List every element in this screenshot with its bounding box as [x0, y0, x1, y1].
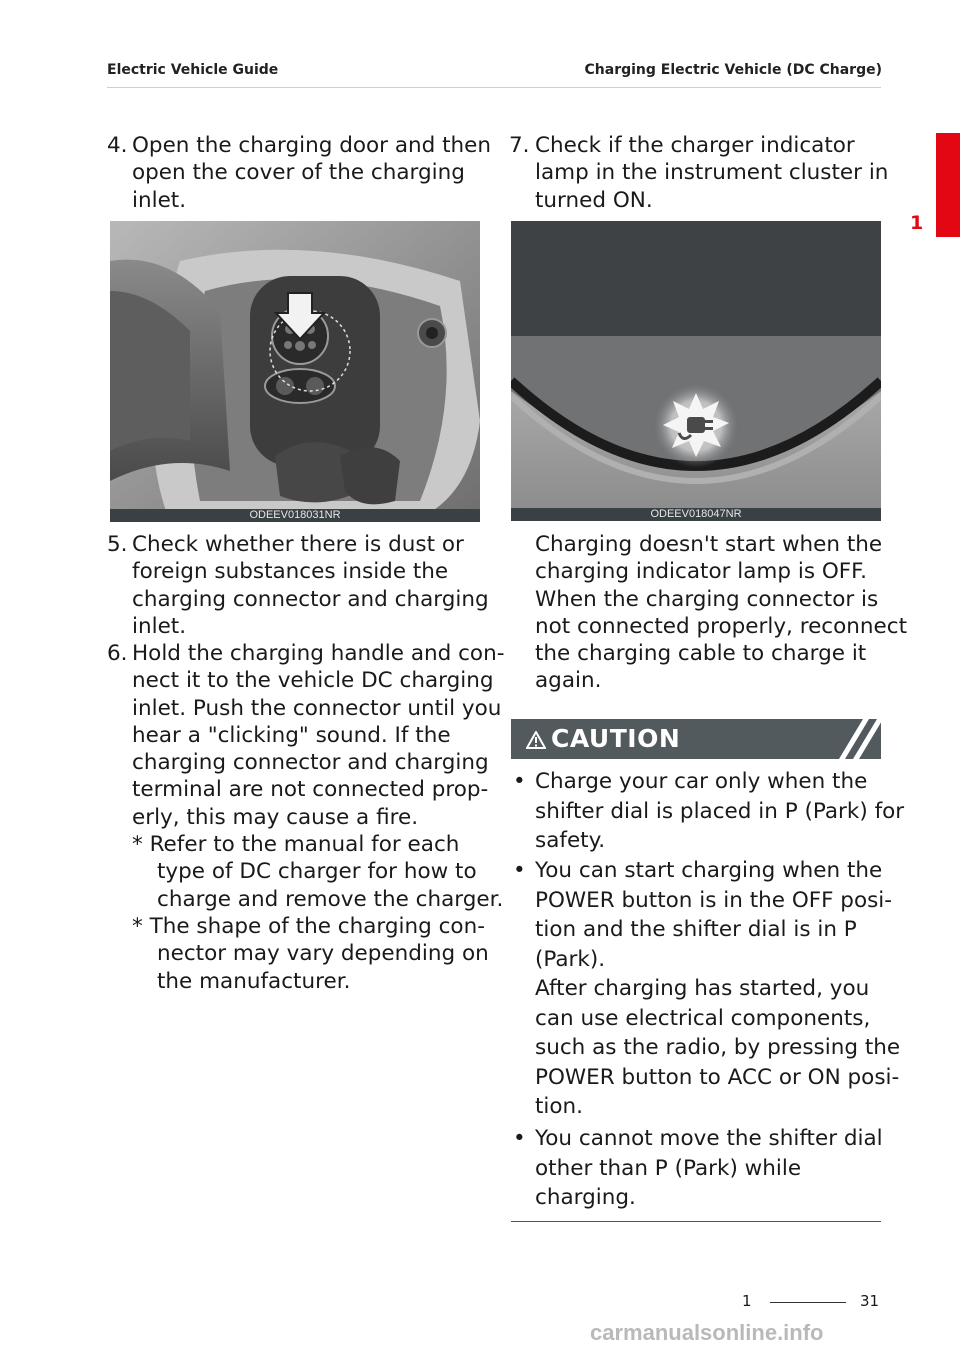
- note-line: the charging cable to charge it: [535, 641, 867, 667]
- caution-line: other than P (Park) while: [535, 1155, 802, 1181]
- step-5-line: foreign substances inside the: [132, 559, 449, 585]
- footer-chapter-number: 1: [742, 1292, 752, 1310]
- header-divider: [107, 87, 881, 88]
- site-watermark: carmanualsonline.info: [590, 1320, 824, 1345]
- note-line: charging indicator lamp is OFF.: [535, 559, 867, 585]
- caution-line: shifter dial is placed in P (Park) for: [535, 798, 905, 824]
- charging-inlet-photo: [110, 221, 480, 522]
- photo-code-caption: ODEEV018047NR: [511, 508, 881, 521]
- step-6-number: 6.: [107, 641, 128, 666]
- step-5-text: [132, 531, 489, 640]
- running-header-left: Electric Vehicle Guide: [107, 62, 279, 78]
- charging-inlet-illustration: [110, 221, 480, 522]
- step-6-line: inlet. Push the connector until you: [132, 695, 502, 721]
- step-7-number: 7.: [509, 133, 530, 158]
- step-6-line: hear a "clicking" sound. If the: [132, 722, 451, 748]
- caution-stripes-decoration: [831, 719, 881, 759]
- step-4-line: open the cover of the charging: [132, 160, 465, 186]
- note-line: type of DC charger for how to: [157, 859, 477, 885]
- step-7-note: [535, 531, 907, 695]
- step-7-text: [535, 132, 888, 214]
- step-6-line: charging connector and charging: [132, 750, 489, 776]
- caution-line: tion and the shifter dial is in P: [535, 917, 857, 942]
- step-5-number: 5.: [107, 532, 128, 557]
- footer-divider: [770, 1302, 846, 1303]
- chapter-tab: [936, 133, 960, 237]
- step-4-line: Open the charging door and then: [132, 133, 492, 158]
- caution-line: (Park).: [535, 946, 606, 972]
- step-6-note: [132, 831, 504, 913]
- bullet-glyph: •: [513, 858, 526, 883]
- caution-line: After charging has started, you: [535, 976, 870, 1001]
- step-7-line: turned ON.: [535, 187, 653, 213]
- caution-banner: [511, 719, 881, 759]
- caution-line: POWER button is in the OFF posi-: [535, 887, 893, 913]
- step-4-number: 4.: [107, 133, 128, 158]
- note-line: Charging doesn't start when the: [535, 532, 883, 557]
- caution-line: You can start charging when the: [535, 858, 883, 883]
- step-7-line: Check if the charger indicator: [535, 133, 855, 158]
- caution-line: can use electrical components,: [535, 1005, 871, 1031]
- cluster-indicator-photo: [511, 221, 881, 521]
- photo-code-caption: ODEEV018031NR: [110, 509, 480, 522]
- note-line: charge and remove the charger.: [157, 886, 504, 912]
- caution-item: [535, 1124, 883, 1213]
- step-6-line: erly, this may cause a fire.: [132, 804, 419, 830]
- chapter-tab-number: 1: [910, 212, 924, 234]
- note-line: * The shape of the charging con-: [132, 913, 485, 939]
- caution-title: CAUTION: [551, 724, 681, 753]
- step-5-line: inlet.: [132, 613, 187, 639]
- caution-item: [535, 767, 904, 856]
- caution-line: You cannot move the shifter dial: [535, 1126, 883, 1151]
- bullet-glyph: •: [513, 769, 526, 794]
- note-line: the manufacturer.: [157, 968, 351, 994]
- caution-line: POWER button to ACC or ON posi-: [535, 1064, 900, 1090]
- bullet-glyph: •: [513, 1126, 526, 1151]
- warning-triangle-icon: [526, 731, 546, 749]
- step-6-line: Hold the charging handle and con-: [132, 641, 505, 666]
- step-7-line: lamp in the instrument cluster in: [535, 160, 889, 186]
- step-6-line: nect it to the vehicle DC charging: [132, 668, 494, 694]
- note-line: nector may vary depending on: [157, 941, 489, 967]
- step-5-line: Check whether there is dust or: [132, 532, 464, 557]
- caution-line: Charge your car only when the: [535, 769, 868, 794]
- note-line: not connected properly, reconnect: [535, 613, 908, 639]
- caution-line: safety.: [535, 828, 606, 853]
- running-header-right: Charging Electric Vehicle (DC Charge): [584, 62, 882, 78]
- caution-line: charging.: [535, 1185, 636, 1210]
- cluster-indicator-illustration: [511, 221, 881, 521]
- step-4-line: inlet.: [132, 187, 187, 213]
- step-6-note: [132, 913, 504, 995]
- note-line: When the charging connector is: [535, 586, 879, 612]
- step-6-text: [132, 640, 504, 995]
- step-4-text: [132, 132, 491, 214]
- caution-line: tion.: [535, 1094, 584, 1119]
- note-line: again.: [535, 668, 602, 694]
- caution-end-divider: [511, 1221, 881, 1222]
- step-6-line: terminal are not connected prop-: [132, 777, 489, 803]
- note-line: * Refer to the manual for each: [132, 832, 460, 858]
- page-number: 31: [860, 1292, 880, 1310]
- caution-item: [535, 856, 900, 1122]
- step-5-line: charging connector and charging: [132, 586, 489, 612]
- caution-line: such as the radio, by pressing the: [535, 1035, 901, 1060]
